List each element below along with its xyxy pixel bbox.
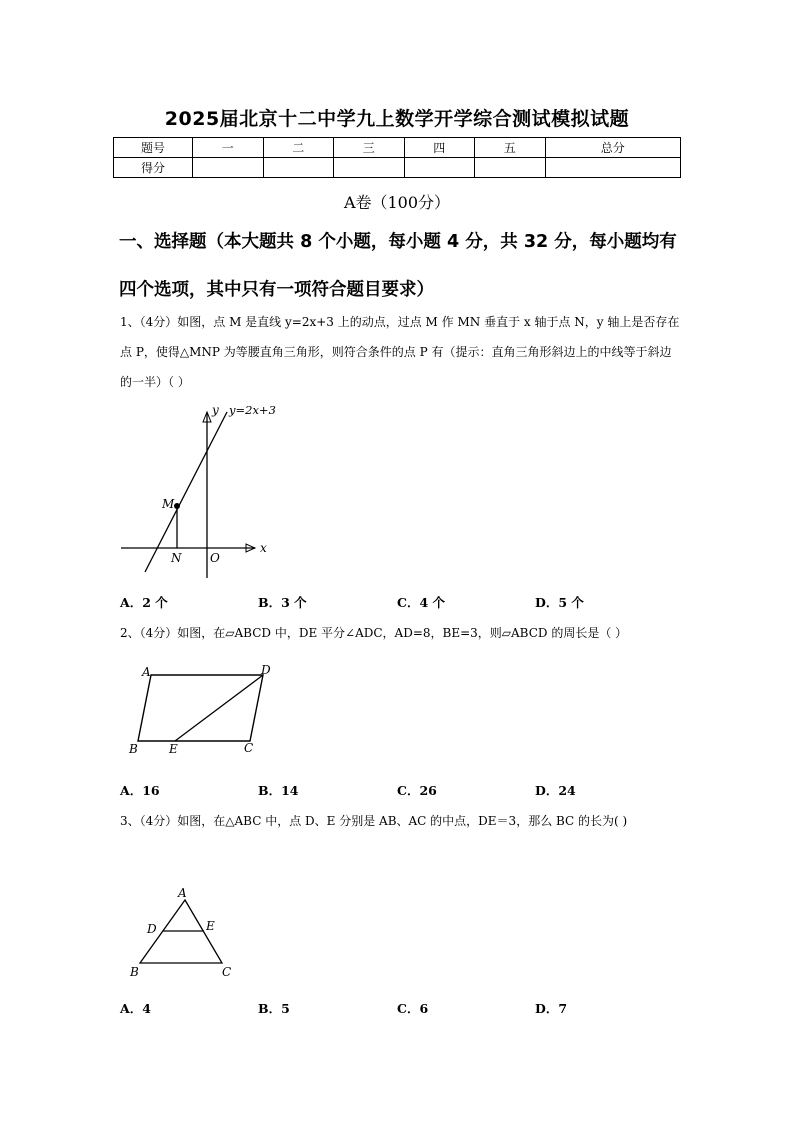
question-2-figure <box>122 660 292 760</box>
point-e-label: E <box>206 919 215 933</box>
origin-label: O <box>210 551 220 565</box>
section-heading: 一、选择题（本大题共 8 个小题，每小题 4 分，共 32 分，每小题均有四个选项，其中只有一项符合题目要求） <box>119 232 677 300</box>
score-header-cell: 一 <box>193 138 264 158</box>
option-b[interactable]: B．5 <box>258 1001 290 1016</box>
vertex-a-label: A <box>142 665 151 679</box>
paper-a-label: A卷（100分） <box>343 193 451 212</box>
score-blank-cell <box>193 158 264 178</box>
vertex-a-label: A <box>178 886 187 900</box>
vertex-c-label: C <box>222 965 232 979</box>
score-header-cell: 题号 <box>114 138 193 158</box>
line-label: y=2x+3 <box>229 403 276 417</box>
question-1-options <box>120 593 680 613</box>
score-table-score-row <box>114 158 681 178</box>
y-axis-label: y <box>212 403 219 417</box>
score-header-cell: 总分 <box>545 138 681 158</box>
exam-title: 2025届北京十二中学九上数学开学综合测试模拟试题 <box>164 108 630 130</box>
score-header-cell: 四 <box>404 138 475 158</box>
point-e-label: E <box>169 742 178 756</box>
option-c[interactable]: C．26 <box>397 783 437 798</box>
option-d[interactable]: D．5 个 <box>535 595 584 610</box>
option-d[interactable]: D．7 <box>535 1001 568 1016</box>
question-1-stem: 1、（4分）如图，点 M 是直线 y=2x+3 上的动点，过点 M 作 MN 垂直于 x 轴于点 N，y 轴上是否存在点 P，使得△MNP 为等腰直角三角形，则符合条件的点 P 有（提示：直角三角形斜边上的中线等于斜边的一半）（ ） <box>120 315 680 389</box>
vertex-b-label: B <box>130 965 139 979</box>
option-c[interactable]: C．4 个 <box>397 595 445 610</box>
x-axis-label: x <box>260 541 267 555</box>
question-3-options <box>120 999 680 1019</box>
score-blank-cell <box>545 158 681 178</box>
vertex-d-label: D <box>261 663 271 677</box>
point-n-label: N <box>171 551 182 565</box>
point-d-label: D <box>147 922 157 936</box>
option-a[interactable]: A．2 个 <box>120 595 168 610</box>
parallelogram-abcd <box>138 675 263 741</box>
score-blank-cell <box>475 158 546 178</box>
segment-de <box>175 675 263 741</box>
score-row-label: 得分 <box>114 158 193 178</box>
score-header-cell: 五 <box>475 138 546 158</box>
option-d[interactable]: D．24 <box>535 783 576 798</box>
score-table <box>113 137 681 178</box>
question-3-figure <box>125 883 255 983</box>
score-header-cell: 三 <box>334 138 405 158</box>
vertex-c-label: C <box>244 741 254 755</box>
score-table-header-row <box>114 138 681 158</box>
vertex-b-label: B <box>129 742 138 756</box>
option-a[interactable]: A．4 <box>120 1001 151 1016</box>
option-b[interactable]: B．3 个 <box>258 595 307 610</box>
score-blank-cell <box>263 158 334 178</box>
point-m-dot <box>174 503 180 509</box>
question-3-stem: 3、（4分）如图，在△ABC 中，点 D、E 分别是 AB、AC 的中点，DE＝3，那么 BC 的长为( ) <box>120 814 628 828</box>
score-blank-cell <box>334 158 405 178</box>
score-header-cell: 二 <box>263 138 334 158</box>
option-a[interactable]: A．16 <box>120 783 160 798</box>
question-2-stem: 2、（4分）如图，在▱ABCD 中，DE 平分∠ADC，AD=8，BE=3，则▱ABCD 的周长是（ ） <box>120 626 628 640</box>
option-c[interactable]: C．6 <box>397 1001 429 1016</box>
question-1-figure <box>115 400 285 585</box>
score-blank-cell <box>404 158 475 178</box>
question-2-options <box>120 781 680 801</box>
point-m-label: M <box>162 497 175 511</box>
option-b[interactable]: B．14 <box>258 783 299 798</box>
